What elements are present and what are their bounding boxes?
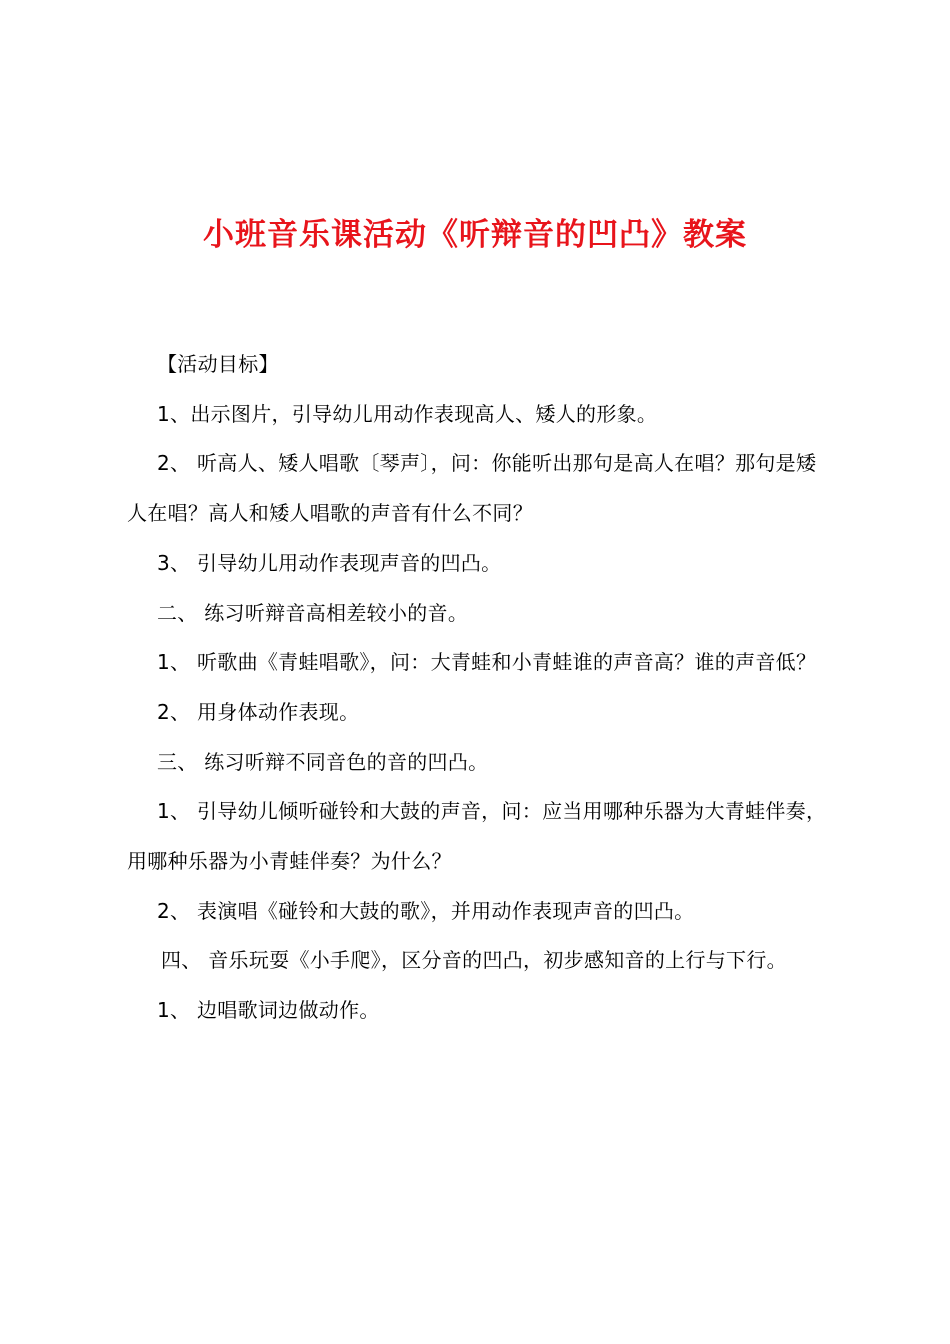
paragraph: 3、 引导幼儿用动作表现声音的凹凸。 [157,550,502,575]
paragraph: 2、 听高人、矮人唱歌〔琴声〕，问：你能听出那句是高人在唱？那句是矮人在唱？高人和矮人唱歌的声音有什么不同？ [127,451,817,526]
section-heading-goals: 【活动目标】 [157,352,279,376]
paragraph: 1、出示图片，引导幼儿用动作表现高人、矮人的形象。 [157,401,658,426]
section-heading: 三、 练习听辩不同音色的音的凹凸。 [157,749,489,774]
section-heading: 四、 音乐玩耍《小手爬》，区分音的凹凸，初步感知音的上行与下行。 [161,948,787,973]
paragraph: 1、 引导幼儿倾听碰铃和大鼓的声音，问：应当用哪种乐器为大青蛙伴奏，用哪种乐器为小青蛙伴奏？为什么？ [127,799,827,874]
paragraph: 2、 用身体动作表现。 [157,699,360,724]
document-body [127,340,833,1036]
section-heading: 二、 练习听辩音高相差较小的音。 [157,600,469,625]
paragraph: 2、 表演唱《碰铃和大鼓的歌》，并用动作表现声音的凹凸。 [157,898,695,923]
paragraph: 1、 边唱歌词边做动作。 [157,998,380,1023]
document-title: 小班音乐课活动《听辩音的凹凸》教案 [203,217,747,253]
paragraph: 1、 听歌曲《青蛙唱歌》，问：大青蛙和小青蛙谁的声音高？谁的声音低？ [157,650,817,675]
